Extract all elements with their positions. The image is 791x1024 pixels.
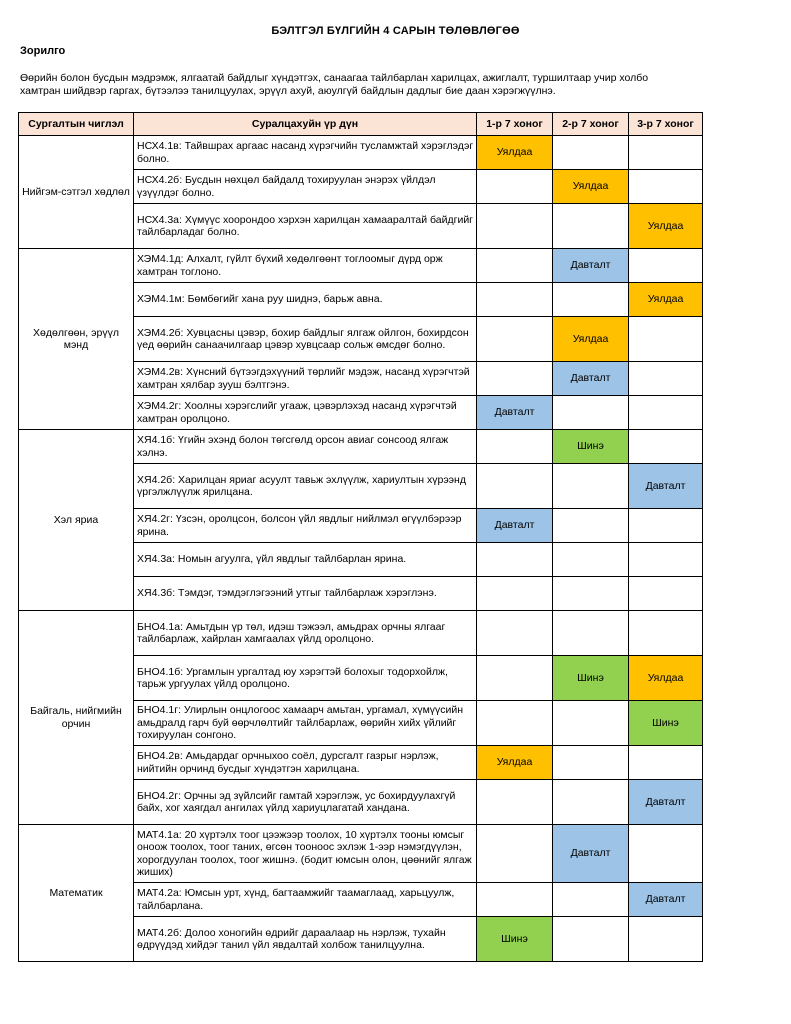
week-1-cell: Уялдаа	[477, 136, 553, 170]
week-2-cell	[553, 917, 629, 962]
outcome-cell: ХЯ4.2б: Харилцан яриаг асуулт тавьж эхлүүлж, хариултын хүрээнд үргэлжлүүлж ярилцана.	[134, 464, 477, 509]
goal-line-1: Өөрийн болон бусдын мэдрэмж, ялгаатай байдлыг хүндэтгэх, санаагаа тайлбарлан харилцах, ажиглалт, туршилтаар учир холбо	[20, 72, 649, 84]
outcome-cell: ХЯ4.2г: Үзсэн, оролцсон, болсон үйл явдлыг нийлмэл өгүүлбэрээр ярина.	[134, 509, 477, 543]
week-1-cell: Давталт	[477, 396, 553, 430]
outcome-cell: БНО4.2г: Орчны эд зүйлсийг гамтай хэрэглэж, ус бохирдуулахгүй байх, хог хаягдал ангилах үйлд хариуцлагатай хандана.	[134, 780, 477, 825]
week-3-cell	[629, 249, 703, 283]
week-1-cell	[477, 883, 553, 917]
week-1-cell	[477, 577, 553, 611]
week-1-cell	[477, 430, 553, 464]
week-2-cell	[553, 746, 629, 780]
week-3-cell	[629, 362, 703, 396]
week-2-cell	[553, 396, 629, 430]
outcome-cell: НСХ4.3а: Хүмүүс хоорондоо хэрхэн харилцан хамааралтай байдгийг тайлбарладаг болно.	[134, 204, 477, 249]
outcome-cell: МАТ4.2а: Юмсын урт, хүнд, багтаамжийг таамаглаад, харьцуулж, тайлбарлана.	[134, 883, 477, 917]
week-3-cell	[629, 746, 703, 780]
week-3-cell: Шинэ	[629, 701, 703, 746]
page-title: БЭЛТГЭЛ БҮЛГИЙН 4 САРЫН ТӨЛӨВЛӨГӨӨ	[271, 25, 520, 37]
header-week-2: 2-р 7 хоног	[553, 113, 629, 136]
week-3-cell	[629, 543, 703, 577]
week-3-cell: Давталт	[629, 464, 703, 509]
week-2-cell: Давталт	[553, 249, 629, 283]
week-3-cell	[629, 430, 703, 464]
week-3-cell	[629, 136, 703, 170]
week-1-cell	[477, 249, 553, 283]
week-1-cell: Шинэ	[477, 917, 553, 962]
week-3-cell	[629, 396, 703, 430]
outcome-cell: БНО4.1а: Амьтдын үр төл, идэш тэжээл, амьдрах орчны ялгааг тайлбарлаж, хайрлан хамгаалах үйлд оролцоно.	[134, 611, 477, 656]
outcome-cell: МАТ4.1а: 20 хүртэлх тоог цээжээр тоолох, 10 хүртэлх тооны юмсыг оноож тоолох, тоог таних, өгсөн тооноос эхлэж 1-ээр нэмэгдүүлэн, хорогдуулан тоолох, тоог жишнэ. (бодит юмсын олон, цөөнийг ялгаж жиших)	[134, 825, 477, 883]
outcome-cell: МАТ4.2б: Долоо хоногийн өдрийг дараалаар нь нэрлэж, тухайн өдрүүдэд хийдэг танил үйл явдалтай холбож танилцуулна.	[134, 917, 477, 962]
week-3-cell: Уялдаа	[629, 283, 703, 317]
week-1-cell	[477, 317, 553, 362]
week-2-cell	[553, 543, 629, 577]
plan-table	[18, 112, 703, 962]
week-2-cell: Шинэ	[553, 656, 629, 701]
goal-line-2: хамтран шийдвэр гаргах, бүтээлээ танилцуулах, эрүүл ахуй, аюулгүй байдлын дадлыг бие даан хэрэгжүүлнэ.	[20, 85, 556, 97]
week-3-cell	[629, 825, 703, 883]
week-1-cell	[477, 170, 553, 204]
week-2-cell: Уялдаа	[553, 170, 629, 204]
table-row	[19, 249, 703, 283]
week-2-cell: Давталт	[553, 362, 629, 396]
area-cell: Байгаль, нийгмийн орчин	[19, 611, 134, 825]
week-2-cell	[553, 204, 629, 249]
week-2-cell	[553, 509, 629, 543]
area-cell: Математик	[19, 825, 134, 962]
week-3-cell: Давталт	[629, 883, 703, 917]
week-1-cell	[477, 204, 553, 249]
week-1-cell	[477, 701, 553, 746]
outcome-cell: ХЭМ4.2г: Хоолны хэрэгслийг угааж, цэвэрлэхэд насанд хүрэгчтэй хамтран оролцоно.	[134, 396, 477, 430]
week-1-cell	[477, 543, 553, 577]
week-2-cell	[553, 283, 629, 317]
table-row	[19, 136, 703, 170]
week-2-cell	[553, 577, 629, 611]
week-1-cell: Давталт	[477, 509, 553, 543]
week-3-cell	[629, 170, 703, 204]
goal-text	[20, 72, 702, 98]
header-row	[19, 113, 703, 136]
outcome-cell: БНО4.1г: Улирлын онцлогоос хамаарч амьтан, ургамал, хүмүүсийн амьдралд гарч буй өөрчлөлтийг тайлбарлаж, өөрийн хийх үйлийг тохируулан сонгоно.	[134, 701, 477, 746]
header-week-1: 1-р 7 хоног	[477, 113, 553, 136]
week-2-cell: Давталт	[553, 825, 629, 883]
week-1-cell	[477, 656, 553, 701]
week-2-cell: Шинэ	[553, 430, 629, 464]
week-2-cell	[553, 464, 629, 509]
outcome-cell: НСХ4.1в: Тайвшрах аргаас насанд хүрэгчийн тусламжтай хэрэглэдэг болно.	[134, 136, 477, 170]
area-cell: Нийгэм-сэтгэл хөдлөл	[19, 136, 134, 249]
week-3-cell: Уялдаа	[629, 656, 703, 701]
week-1-cell	[477, 283, 553, 317]
week-2-cell	[553, 883, 629, 917]
outcome-cell: ХЭМ4.2б: Хувцасны цэвэр, бохир байдлыг ялгаж ойлгон, бохирдсон үед өөрийн санаачилгаар цэвэр хувцсаар сольж өмсдөг болно.	[134, 317, 477, 362]
week-1-cell	[477, 825, 553, 883]
outcome-cell: ХЭМ4.1д: Алхалт, гүйлт бүхий хөдөлгөөнт тоглоомыг дүрд орж хамтран тоглоно.	[134, 249, 477, 283]
outcome-cell: БНО4.2в: Амьдардаг орчныхоо соёл, дурсгалт газрыг нэрлэж, нийтийн орчинд бусдыг хүндэтгэн харилцана.	[134, 746, 477, 780]
outcome-cell: НСХ4.2б: Бусдын нөхцөл байдалд тохируулан энэрэх үйлдэл үзүүлдэг болно.	[134, 170, 477, 204]
table-row	[19, 611, 703, 656]
week-1-cell	[477, 362, 553, 396]
header-week-3: 3-р 7 хоног	[629, 113, 703, 136]
week-3-cell	[629, 509, 703, 543]
week-3-cell: Давталт	[629, 780, 703, 825]
header-area: Сургалтын чиглэл	[19, 113, 134, 136]
week-1-cell: Уялдаа	[477, 746, 553, 780]
outcome-cell: ХЯ4.1б: Үгийн эхэнд болон төгсгөлд орсон авиаг сонсоод ялгаж хэлнэ.	[134, 430, 477, 464]
area-cell: Хөдөлгөөн, эрүүл мэнд	[19, 249, 134, 430]
week-3-cell	[629, 917, 703, 962]
week-3-cell	[629, 317, 703, 362]
header-outcome: Суралцахуйн үр дүн	[134, 113, 477, 136]
area-cell: Хэл яриа	[19, 430, 134, 611]
outcome-cell: БНО4.1б: Ургамлын ургалтад юу хэрэгтэй болохыг тодорхойлж, тарьж ургуулах үйлд оролцоно.	[134, 656, 477, 701]
week-1-cell	[477, 611, 553, 656]
week-2-cell	[553, 780, 629, 825]
outcome-cell: ХЭМ4.2в: Хүнсний бүтээгдэхүүний төрлийг мэдэж, насанд хүрэгчтэй хамтран хялбар зууш бэлтгэнэ.	[134, 362, 477, 396]
outcome-cell: ХЯ4.3б: Тэмдэг, тэмдэглэгээний утгыг тайлбарлаж хэрэглэнэ.	[134, 577, 477, 611]
outcome-cell: ХЯ4.3а: Номын агуулга, үйл явдлыг тайлбарлан ярина.	[134, 543, 477, 577]
table-row	[19, 825, 703, 883]
outcome-cell: ХЭМ4.1м: Бөмбөгийг хана руу шиднэ, барьж авна.	[134, 283, 477, 317]
week-2-cell: Уялдаа	[553, 317, 629, 362]
plan-body	[19, 136, 703, 962]
week-3-cell	[629, 611, 703, 656]
goal-heading: Зорилго	[20, 45, 66, 57]
table-row	[19, 430, 703, 464]
week-2-cell	[553, 611, 629, 656]
week-1-cell	[477, 780, 553, 825]
week-3-cell: Уялдаа	[629, 204, 703, 249]
week-2-cell	[553, 136, 629, 170]
week-3-cell	[629, 577, 703, 611]
week-2-cell	[553, 701, 629, 746]
week-1-cell	[477, 464, 553, 509]
